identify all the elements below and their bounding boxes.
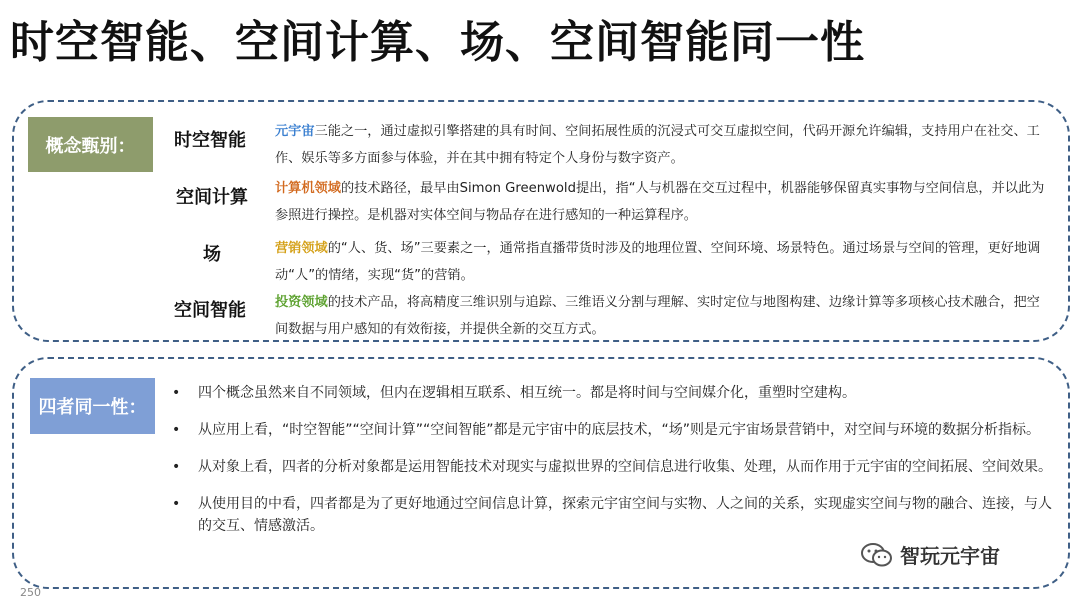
definition-field — [275, 235, 1045, 289]
bullet-dot-icon: • — [172, 496, 181, 512]
bullet-dot-icon: • — [172, 422, 181, 438]
list-item: • 四个概念虽然来自不同领域，但内在逻辑相互联系、相互统一。都是将时间与空间媒介化，重塑时空建构。 — [172, 382, 1052, 404]
definition-text: 的技术产品，将高精度三维识别与追踪、三维语义分割与理解、实时定位与地图构建、边缘计算等多项核心技术融合，把空间数据与用户感知的有效衔接，并提供全新的交互方式。 — [275, 295, 1040, 337]
watermark — [860, 540, 1000, 569]
highlight-investment-field: 投资领域 — [275, 295, 328, 310]
wechat-icon — [860, 541, 894, 569]
watermark-text: 智玩元宇宙 — [900, 544, 1000, 568]
list-item: • 从应用上看，“时空智能”“空间计算”“空间智能”都是元宇宙中的底层技术，“场”则是元宇宙场景营销中，对空间与环境的数据分析指标。 — [172, 419, 1052, 441]
definition-text: 三能之一，通过虚拟引擎搭建的具有时间、空间拓展性质的沉浸式可交互虚拟空间，代码开源允许编辑，支持用户在社交、工作、娱乐等多方面参与体验，并在其中拥有特定个人身份与数字资产。 — [275, 124, 1040, 166]
definition-spatial-intelligence — [275, 289, 1045, 343]
definition-spatiotemporal-intelligence — [275, 118, 1045, 172]
term-spatial-intelligence: 空间智能 — [174, 300, 246, 321]
concept-tag: 概念甄别： — [28, 117, 153, 172]
page-title: 时空智能、空间计算、场、空间智能同一性 — [10, 17, 865, 68]
highlight-marketing-field: 营销领域 — [275, 241, 328, 256]
highlight-metaverse: 元宇宙 — [275, 124, 315, 139]
identity-bullet-list — [172, 382, 1052, 552]
bullet-dot-icon: • — [172, 385, 181, 401]
list-item: • 从对象上看，四者的分析对象都是运用智能技术对现实与虚拟世界的空间信息进行收集、处理，从而作用于元宇宙的空间拓展、空间效果。 — [172, 456, 1052, 478]
term-spatial-computing: 空间计算 — [176, 187, 248, 208]
highlight-computer-field: 计算机领域 — [275, 181, 341, 196]
definition-text: 的“人、货、场”三要素之一，通常指直播带货时涉及的地理位置、空间环境、场景特色。通过场景与空间的管理，更好地调动“人”的情绪，实现“货”的营销。 — [275, 241, 1041, 283]
identity-tag: 四者同一性： — [30, 378, 155, 434]
page-number: 250 — [20, 586, 41, 599]
term-spatiotemporal-intelligence: 时空智能 — [174, 130, 246, 151]
list-item: • 从使用目的中看，四者都是为了更好地通过空间信息计算，探索元宇宙空间与实物、人之间的关系，实现虚实空间与物的融合、连接，与人的交互、情感激活。 — [172, 493, 1052, 537]
term-field: 场 — [203, 244, 221, 265]
definition-text: 的技术路径，最早由Simon Greenwold提出，指“人与机器在交互过程中，机器能够保留真实事物与空间信息，并以此为参照进行操控。是机器对实体空间与物品存在进行感知的一种运算程序。 — [275, 181, 1045, 223]
bullet-dot-icon: • — [172, 459, 181, 475]
definition-spatial-computing — [275, 175, 1045, 229]
